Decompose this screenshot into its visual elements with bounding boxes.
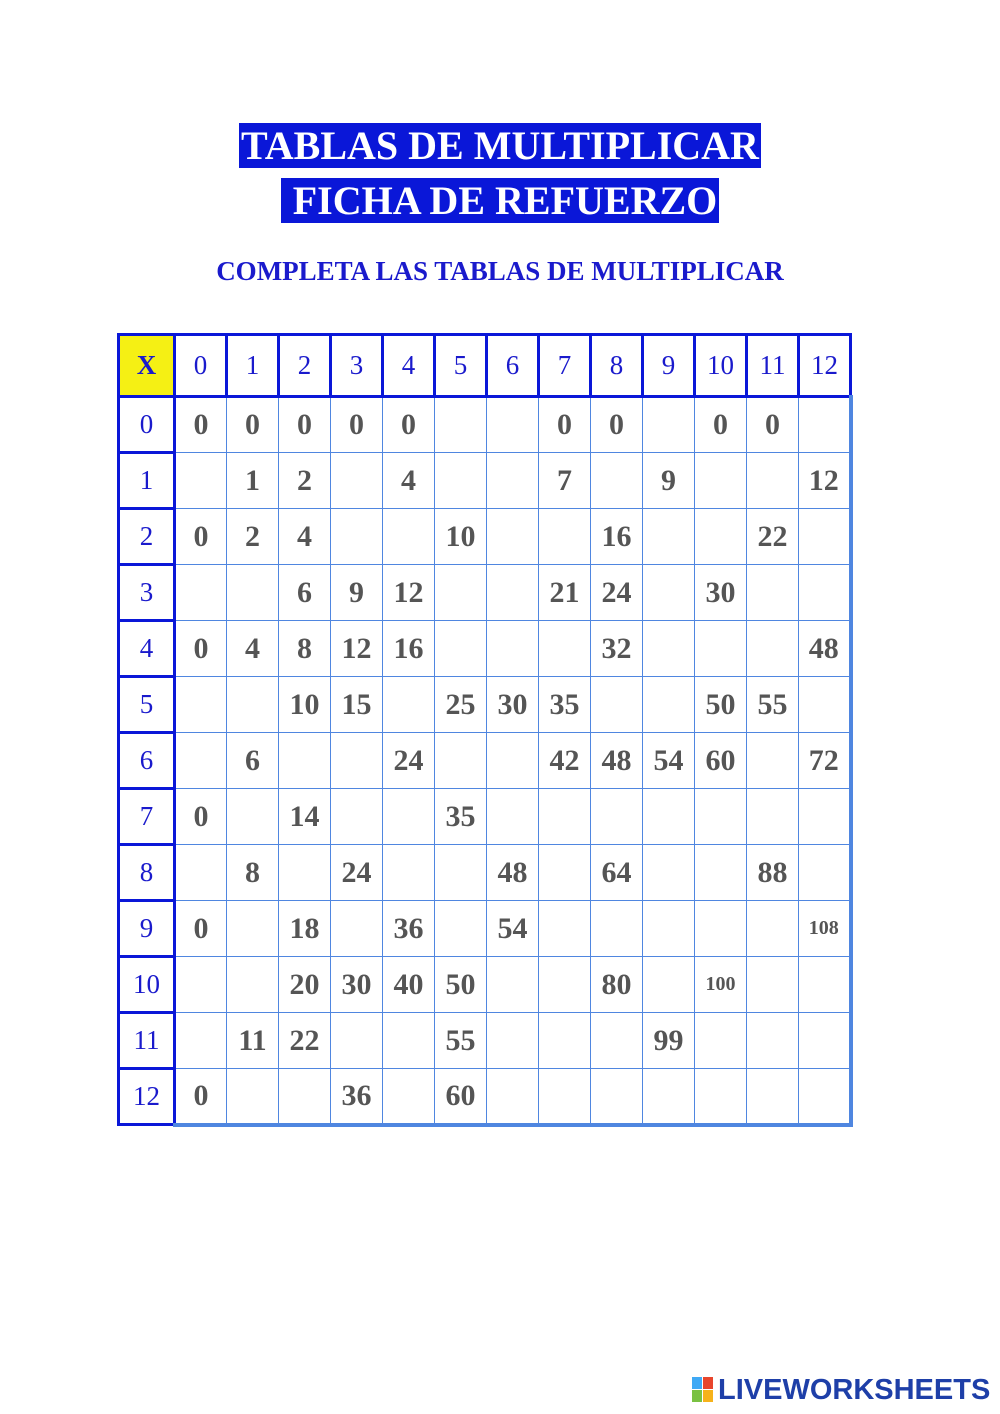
answer-blank-cell[interactable]: [539, 1013, 591, 1069]
answer-blank-cell[interactable]: [799, 789, 851, 845]
answer-blank-cell[interactable]: [591, 453, 643, 509]
column-header: 10: [695, 335, 747, 397]
answer-blank-cell[interactable]: [643, 1069, 695, 1125]
product-cell: 12: [383, 565, 435, 621]
answer-blank-cell[interactable]: [175, 453, 227, 509]
answer-blank-cell[interactable]: [539, 1069, 591, 1125]
table-row: [119, 509, 851, 565]
product-cell: 0: [175, 901, 227, 957]
subtitle: COMPLETA LAS TABLAS DE MULTIPLICAR: [216, 256, 784, 286]
answer-blank-cell[interactable]: [643, 957, 695, 1013]
answer-blank-cell[interactable]: [747, 1069, 799, 1125]
product-cell: 48: [799, 621, 851, 677]
column-header: 11: [747, 335, 799, 397]
answer-blank-cell[interactable]: [227, 1069, 279, 1125]
row-header: 12: [119, 1069, 175, 1125]
answer-blank-cell[interactable]: [695, 453, 747, 509]
answer-blank-cell[interactable]: [227, 677, 279, 733]
answer-blank-cell[interactable]: [279, 1069, 331, 1125]
liveworksheets-logo-icon: [692, 1377, 714, 1403]
answer-blank-cell[interactable]: [175, 1013, 227, 1069]
product-cell: 9: [331, 565, 383, 621]
product-cell: 16: [591, 509, 643, 565]
answer-blank-cell[interactable]: [799, 1069, 851, 1125]
answer-blank-cell[interactable]: [799, 509, 851, 565]
table-row: [119, 677, 851, 733]
row-header: 2: [119, 509, 175, 565]
answer-blank-cell[interactable]: [383, 789, 435, 845]
header-row: [119, 335, 851, 397]
table-row: [119, 957, 851, 1013]
product-cell: 25: [435, 677, 487, 733]
answer-blank-cell[interactable]: [435, 621, 487, 677]
answer-blank-cell[interactable]: [435, 397, 487, 453]
table-row: [119, 565, 851, 621]
answer-blank-cell[interactable]: [591, 901, 643, 957]
row-header: 6: [119, 733, 175, 789]
product-cell: 100: [695, 957, 747, 1013]
table-row: [119, 621, 851, 677]
column-header: 1: [227, 335, 279, 397]
product-cell: 80: [591, 957, 643, 1013]
answer-blank-cell[interactable]: [643, 565, 695, 621]
product-cell: 21: [539, 565, 591, 621]
answer-blank-cell[interactable]: [539, 957, 591, 1013]
answer-blank-cell[interactable]: [175, 565, 227, 621]
product-cell: 10: [435, 509, 487, 565]
answer-blank-cell[interactable]: [487, 733, 539, 789]
product-cell: 12: [331, 621, 383, 677]
product-cell: 60: [435, 1069, 487, 1125]
column-header: 12: [799, 335, 851, 397]
product-cell: 11: [227, 1013, 279, 1069]
answer-blank-cell[interactable]: [799, 565, 851, 621]
answer-blank-cell[interactable]: [383, 1069, 435, 1125]
product-cell: 54: [487, 901, 539, 957]
answer-blank-cell[interactable]: [695, 1013, 747, 1069]
product-cell: 0: [747, 397, 799, 453]
table-row: [119, 845, 851, 901]
answer-blank-cell[interactable]: [695, 1069, 747, 1125]
product-cell: 0: [175, 621, 227, 677]
product-cell: 4: [279, 509, 331, 565]
answer-blank-cell[interactable]: [487, 1069, 539, 1125]
answer-blank-cell[interactable]: [227, 789, 279, 845]
answer-blank-cell[interactable]: [799, 397, 851, 453]
table-row: [119, 397, 851, 453]
answer-blank-cell[interactable]: [279, 845, 331, 901]
answer-blank-cell[interactable]: [643, 397, 695, 453]
answer-blank-cell[interactable]: [383, 509, 435, 565]
product-cell: 24: [591, 565, 643, 621]
answer-blank-cell[interactable]: [643, 901, 695, 957]
column-header: 4: [383, 335, 435, 397]
answer-blank-cell[interactable]: [643, 845, 695, 901]
title-text-1: TABLAS DE MULTIPLICAR: [241, 123, 759, 168]
product-cell: 0: [591, 397, 643, 453]
column-header: 2: [279, 335, 331, 397]
product-cell: 88: [747, 845, 799, 901]
product-cell: 55: [435, 1013, 487, 1069]
column-header: 0: [175, 335, 227, 397]
product-cell: 40: [383, 957, 435, 1013]
table-row: [119, 789, 851, 845]
answer-blank-cell[interactable]: [435, 845, 487, 901]
product-cell: 6: [279, 565, 331, 621]
answer-blank-cell[interactable]: [695, 901, 747, 957]
column-header: 7: [539, 335, 591, 397]
title-line-2: [0, 178, 1000, 224]
product-cell: 24: [383, 733, 435, 789]
column-header: 9: [643, 335, 695, 397]
answer-blank-cell[interactable]: [539, 509, 591, 565]
product-cell: 48: [591, 733, 643, 789]
answer-blank-cell[interactable]: [383, 677, 435, 733]
table-row: [119, 901, 851, 957]
table-row: [119, 1013, 851, 1069]
title-text-2: FICHA DE REFUERZO: [282, 178, 718, 223]
product-cell: 48: [487, 845, 539, 901]
answer-blank-cell[interactable]: [487, 957, 539, 1013]
answer-blank-cell[interactable]: [435, 901, 487, 957]
row-header: 9: [119, 901, 175, 957]
product-cell: 10: [279, 677, 331, 733]
product-cell: 9: [643, 453, 695, 509]
answer-blank-cell[interactable]: [487, 789, 539, 845]
product-cell: 2: [279, 453, 331, 509]
table-row: [119, 733, 851, 789]
answer-blank-cell[interactable]: [695, 845, 747, 901]
answer-blank-cell[interactable]: [747, 733, 799, 789]
answer-blank-cell[interactable]: [695, 789, 747, 845]
answer-blank-cell[interactable]: [331, 509, 383, 565]
answer-blank-cell[interactable]: [227, 957, 279, 1013]
product-cell: 22: [279, 1013, 331, 1069]
product-cell: 0: [383, 397, 435, 453]
title-line-1: [0, 123, 1000, 169]
answer-blank-cell[interactable]: [487, 397, 539, 453]
answer-blank-cell[interactable]: [331, 733, 383, 789]
product-cell: 22: [747, 509, 799, 565]
answer-blank-cell[interactable]: [227, 901, 279, 957]
answer-blank-cell[interactable]: [331, 789, 383, 845]
product-cell: 30: [331, 957, 383, 1013]
product-cell: 4: [227, 621, 279, 677]
answer-blank-cell[interactable]: [383, 1013, 435, 1069]
column-header: 3: [331, 335, 383, 397]
product-cell: 0: [175, 397, 227, 453]
product-cell: 12: [799, 453, 851, 509]
answer-blank-cell[interactable]: [539, 789, 591, 845]
answer-blank-cell[interactable]: [227, 565, 279, 621]
answer-blank-cell[interactable]: [747, 453, 799, 509]
answer-blank-cell[interactable]: [435, 565, 487, 621]
product-cell: 36: [331, 1069, 383, 1125]
product-cell: 2: [227, 509, 279, 565]
answer-blank-cell[interactable]: [539, 901, 591, 957]
product-cell: 0: [539, 397, 591, 453]
product-cell: 0: [279, 397, 331, 453]
answer-blank-cell[interactable]: [643, 789, 695, 845]
answer-blank-cell[interactable]: [487, 621, 539, 677]
product-cell: 99: [643, 1013, 695, 1069]
table-row: [119, 1069, 851, 1125]
answer-blank-cell[interactable]: [383, 845, 435, 901]
answer-blank-cell[interactable]: [487, 1013, 539, 1069]
product-cell: 20: [279, 957, 331, 1013]
answer-blank-cell[interactable]: [591, 1069, 643, 1125]
product-cell: 108: [799, 901, 851, 957]
product-cell: 8: [227, 845, 279, 901]
answer-blank-cell[interactable]: [175, 845, 227, 901]
answer-blank-cell[interactable]: [591, 1013, 643, 1069]
answer-blank-cell[interactable]: [643, 509, 695, 565]
column-header: 8: [591, 335, 643, 397]
answer-blank-cell[interactable]: [279, 733, 331, 789]
answer-blank-cell[interactable]: [799, 677, 851, 733]
row-header: 10: [119, 957, 175, 1013]
answer-blank-cell[interactable]: [487, 453, 539, 509]
row-header: 5: [119, 677, 175, 733]
answer-blank-cell[interactable]: [539, 621, 591, 677]
answer-blank-cell[interactable]: [747, 621, 799, 677]
product-cell: 64: [591, 845, 643, 901]
row-header: 7: [119, 789, 175, 845]
product-cell: 54: [643, 733, 695, 789]
product-cell: 50: [435, 957, 487, 1013]
product-cell: 16: [383, 621, 435, 677]
answer-blank-cell[interactable]: [175, 957, 227, 1013]
product-cell: 55: [747, 677, 799, 733]
multiplication-table: [117, 333, 853, 1127]
row-header: 11: [119, 1013, 175, 1069]
answer-blank-cell[interactable]: [695, 509, 747, 565]
product-cell: 0: [175, 1069, 227, 1125]
answer-blank-cell[interactable]: [643, 677, 695, 733]
product-cell: 14: [279, 789, 331, 845]
answer-blank-cell[interactable]: [643, 621, 695, 677]
answer-blank-cell[interactable]: [331, 901, 383, 957]
product-cell: 7: [539, 453, 591, 509]
row-header: 8: [119, 845, 175, 901]
table-row: [119, 453, 851, 509]
answer-blank-cell[interactable]: [175, 733, 227, 789]
product-cell: 42: [539, 733, 591, 789]
answer-blank-cell[interactable]: [331, 453, 383, 509]
product-cell: 4: [383, 453, 435, 509]
answer-blank-cell[interactable]: [591, 789, 643, 845]
answer-blank-cell[interactable]: [799, 845, 851, 901]
answer-blank-cell[interactable]: [747, 957, 799, 1013]
answer-blank-cell[interactable]: [435, 733, 487, 789]
answer-blank-cell[interactable]: [747, 901, 799, 957]
row-header: 0: [119, 397, 175, 453]
product-cell: 0: [227, 397, 279, 453]
product-cell: 6: [227, 733, 279, 789]
row-header: 4: [119, 621, 175, 677]
answer-blank-cell[interactable]: [331, 1013, 383, 1069]
product-cell: 18: [279, 901, 331, 957]
answer-blank-cell[interactable]: [695, 621, 747, 677]
answer-blank-cell[interactable]: [591, 677, 643, 733]
product-cell: 36: [383, 901, 435, 957]
liveworksheets-logo: [692, 1373, 990, 1407]
logo-text: LIVEWORKSHEETS: [718, 1373, 991, 1406]
product-cell: 0: [175, 789, 227, 845]
answer-blank-cell[interactable]: [487, 565, 539, 621]
column-header: 5: [435, 335, 487, 397]
product-cell: 35: [435, 789, 487, 845]
product-cell: 15: [331, 677, 383, 733]
product-cell: 32: [591, 621, 643, 677]
product-cell: 0: [331, 397, 383, 453]
column-header: 6: [487, 335, 539, 397]
answer-blank-cell[interactable]: [747, 1013, 799, 1069]
product-cell: 24: [331, 845, 383, 901]
answer-blank-cell[interactable]: [435, 453, 487, 509]
corner-cell: X: [119, 335, 175, 397]
row-header: 1: [119, 453, 175, 509]
product-cell: 8: [279, 621, 331, 677]
product-cell: 35: [539, 677, 591, 733]
product-cell: 0: [175, 509, 227, 565]
answer-blank-cell[interactable]: [487, 509, 539, 565]
answer-blank-cell[interactable]: [747, 565, 799, 621]
product-cell: 72: [799, 733, 851, 789]
product-cell: 30: [487, 677, 539, 733]
answer-blank-cell[interactable]: [539, 845, 591, 901]
answer-blank-cell[interactable]: [175, 677, 227, 733]
product-cell: 30: [695, 565, 747, 621]
product-cell: 0: [695, 397, 747, 453]
product-cell: 60: [695, 733, 747, 789]
answer-blank-cell[interactable]: [799, 1013, 851, 1069]
product-cell: 1: [227, 453, 279, 509]
answer-blank-cell[interactable]: [799, 957, 851, 1013]
product-cell: 50: [695, 677, 747, 733]
answer-blank-cell[interactable]: [747, 789, 799, 845]
row-header: 3: [119, 565, 175, 621]
